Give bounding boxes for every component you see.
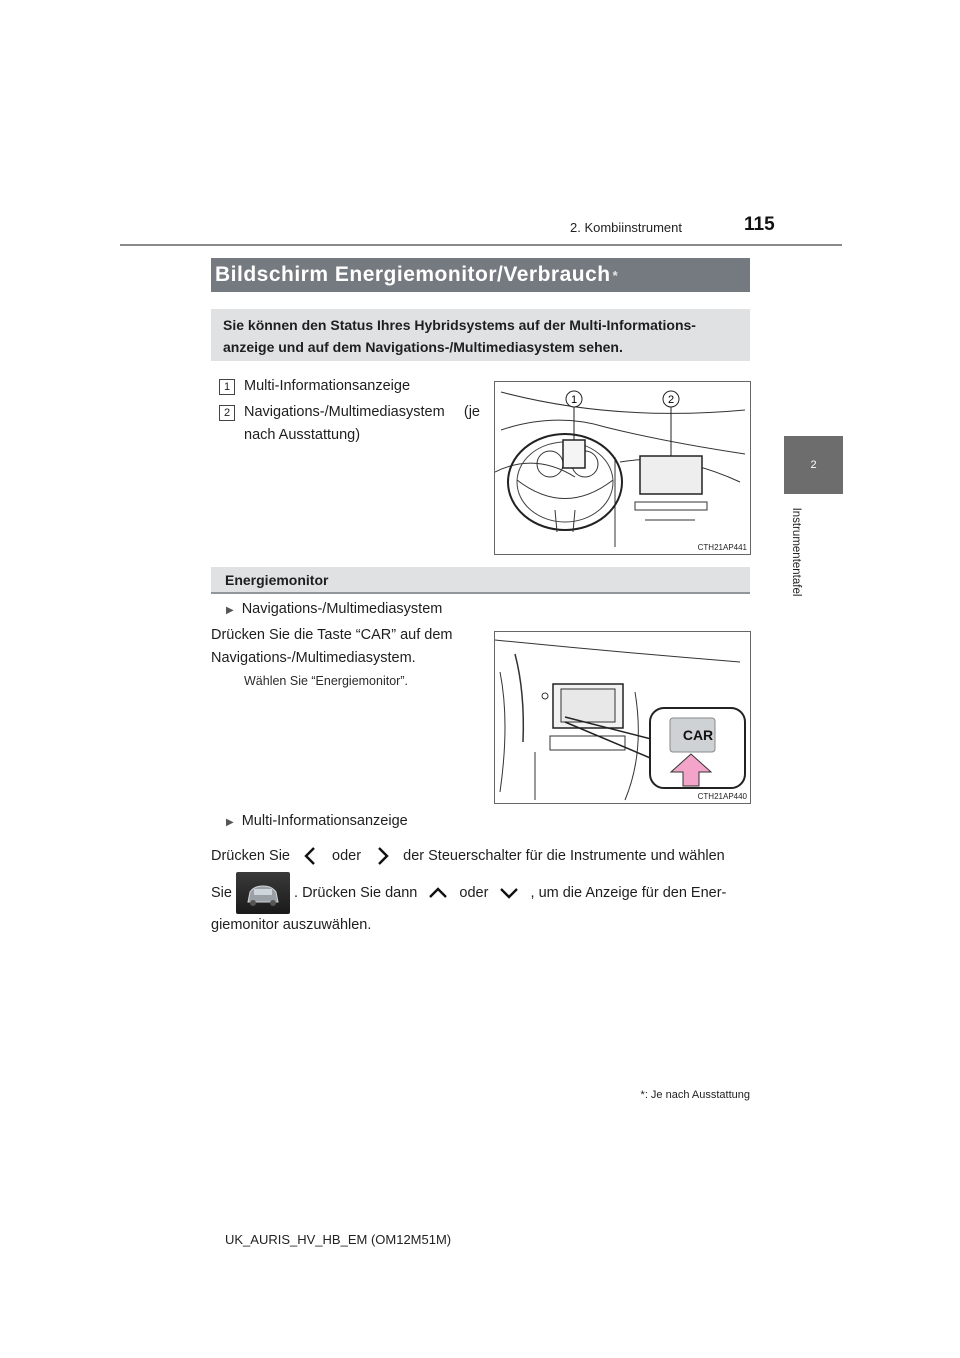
document-code: UK_AURIS_HV_HB_EM (OM12M51M) xyxy=(225,1232,452,1247)
figure1-callout-1: 1 xyxy=(570,394,578,406)
location-item-2: Navigations-/Multimediasystem (je nach Ausstattung) xyxy=(244,404,480,443)
chevron-down-icon xyxy=(492,882,526,904)
dashboard-drawing xyxy=(495,382,751,555)
chapter-title-vertical xyxy=(789,498,803,608)
nav-instruction: Drücken Sie die Taste “CAR” auf dem Navigations-/Multimediasystem. xyxy=(211,627,453,666)
bullet-triangle-icon: ▶ xyxy=(226,817,234,828)
mid-line-2 xyxy=(211,872,726,914)
mid-line2-d: , um die Anzeige für den Ener- xyxy=(530,884,727,901)
chapter-title: Instrumententafel xyxy=(790,507,802,597)
mid-line-1 xyxy=(211,845,725,868)
section-title xyxy=(211,258,750,292)
mid-line-3: giemonitor auszuwählen. xyxy=(211,917,372,933)
car-button-label: CAR xyxy=(682,727,714,743)
page-number: 115 xyxy=(744,214,775,235)
nav-note: Wählen Sie “Energiemonitor”. xyxy=(244,674,408,688)
running-header-section: 2. Kombiinstrument xyxy=(570,220,682,235)
nav-heading xyxy=(226,598,442,622)
nav-heading-text: Navigations-/Multimediasystem xyxy=(241,601,443,617)
callout-badge-2: 2 xyxy=(219,405,235,421)
mid-line2-b: . Drücken Sie dann xyxy=(294,884,418,901)
chapter-number: 2 xyxy=(810,459,817,471)
bullet-triangle-icon: ▶ xyxy=(226,605,234,616)
mid-heading-text: Multi-Informationsanzeige xyxy=(241,813,408,829)
figure1-callout-2: 2 xyxy=(667,394,675,406)
mid-line2-a: Sie xyxy=(211,884,232,901)
dashboard-illustration xyxy=(494,381,751,555)
intro-box: Sie können den Status Ihres Hybridsystems auf der Multi-Informations- anzeige und auf dem Navigations-/Multimediasystem sehen. xyxy=(211,309,750,361)
header-divider xyxy=(120,244,842,246)
chevron-left-icon xyxy=(294,845,328,867)
console-drawing xyxy=(495,632,751,804)
footnote-text: : Je nach Ausstattung xyxy=(644,1089,750,1101)
chevron-up-icon xyxy=(421,882,455,904)
mid-line1-a: Drücken Sie xyxy=(211,848,290,864)
subsection-energiemonitor: Energiemonitor xyxy=(211,567,750,594)
chevron-right-icon xyxy=(365,845,399,867)
chapter-tab xyxy=(784,436,843,494)
figure1-code: CTH21AP441 xyxy=(697,543,747,552)
title-asterisk: * xyxy=(612,267,619,283)
figure2-code: CTH21AP440 xyxy=(697,792,747,801)
vehicle-info-icon xyxy=(236,872,290,914)
mid-line2-c: oder xyxy=(459,884,489,901)
mid-line1-c: der Steuerschalter für die Instrumente und wählen xyxy=(403,848,725,864)
car-button-illustration xyxy=(494,631,751,804)
footnote xyxy=(641,1089,750,1101)
section-title-text: Bildschirm Energiemonitor/Verbrauch xyxy=(215,263,611,286)
mid-heading xyxy=(226,810,408,834)
footnote-mark: * xyxy=(640,1089,645,1101)
mid-line1-b: oder xyxy=(332,848,362,864)
location-item-1: Multi-Informationsanzeige xyxy=(244,378,411,394)
callout-badge-1: 1 xyxy=(219,379,235,395)
